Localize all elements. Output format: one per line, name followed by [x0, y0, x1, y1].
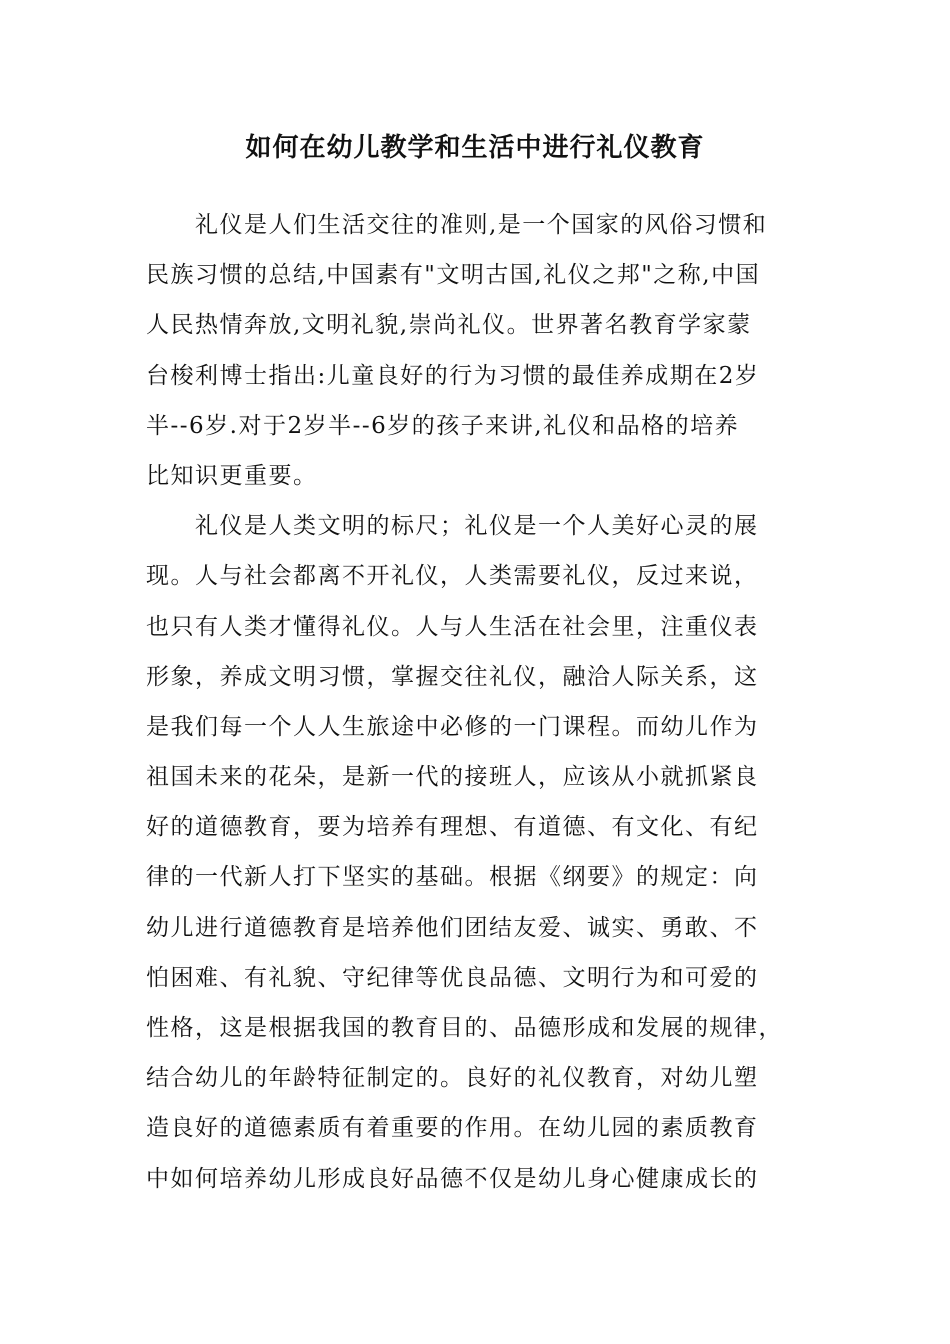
- paragraph-2-line-4: 形象，养成文明习惯，掌握交往礼仪，融洽人际关系，这: [146, 663, 759, 690]
- paragraph-2-line-2: 现。人与社会都离不开礼仪，人类需要礼仪，反过来说，: [146, 563, 759, 590]
- paragraph-2-line-10: 怕困难、有礼貌、守纪律等优良品德、文明行为和可爱的: [146, 964, 759, 991]
- paragraph-1-line-4: 台梭利博士指出:儿童良好的行为习惯的最佳养成期在2岁: [146, 362, 760, 389]
- document-body: [146, 200, 806, 1204]
- paragraph-2-line-9: 幼儿进行道德教育是培养他们团结友爱、诚实、勇敢、不: [146, 914, 759, 941]
- paragraph-2-line-12: 结合幼儿的年龄特征制定的。良好的礼仪教育，对幼儿塑: [146, 1065, 759, 1092]
- paragraph-2-line-3: 也只有人类才懂得礼仪。人与人生活在社会里，注重仪表: [146, 613, 759, 640]
- paragraph-2-line-7: 好的道德教育，要为培养有理想、有道德、有文化、有纪: [146, 814, 759, 841]
- paragraph-2-line-6: 祖国未来的花朵，是新一代的接班人，应该从小就抓紧良: [146, 764, 759, 791]
- paragraph-2-line-1: 礼仪是人类文明的标尺；礼仪是一个人美好心灵的展: [195, 513, 759, 540]
- paragraph-2-line-5: 是我们每一个人人生旅途中必修的一门课程。而幼儿作为: [146, 713, 759, 740]
- paragraph-2-line-8: 律的一代新人打下坚实的基础。根据《纲要》的规定：向: [146, 864, 759, 891]
- paragraph-2-line-14: 中如何培养幼儿形成良好品德不仅是幼儿身心健康成长的: [146, 1165, 759, 1192]
- paragraph-1-line-5: 半--6岁.对于2岁半--6岁的孩子来讲,礼仪和品格的培养: [146, 412, 740, 439]
- paragraph-1-line-6: 比知识更重要。: [146, 462, 318, 489]
- paragraph-2-line-13: 造良好的道德素质有着重要的作用。在幼儿园的素质教育: [146, 1115, 759, 1142]
- paragraph-1-line-2: 民族习惯的总结,中国素有"文明古国,礼仪之邦"之称,中国: [146, 262, 761, 289]
- document-title: 如何在幼儿教学和生活中进行礼仪教育: [245, 133, 705, 163]
- paragraph-1-line-3: 人民热情奔放,文明礼貌,崇尚礼仪。世界著名教育学家蒙: [146, 312, 752, 339]
- paragraph-1-line-1: 礼仪是人们生活交往的准则,是一个国家的风俗习惯和: [195, 212, 768, 238]
- paragraph-2-line-11: 性格，这是根据我国的教育目的、品德形成和发展的规律，: [146, 1015, 783, 1041]
